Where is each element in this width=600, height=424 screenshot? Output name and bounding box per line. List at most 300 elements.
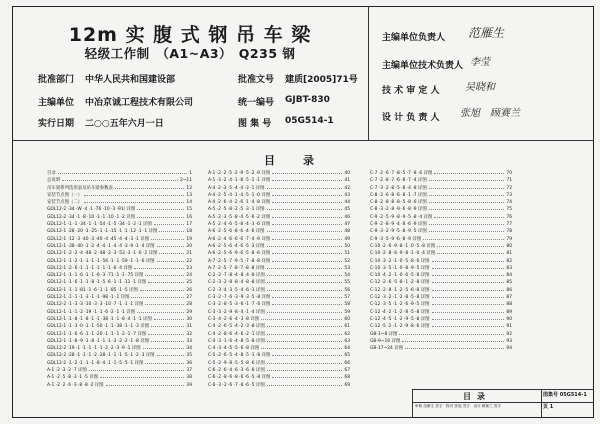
toc-leader-dots: [267, 228, 343, 232]
toc-entry[interactable]: [47, 345, 192, 352]
toc-leader-dots: [100, 374, 184, 378]
toc-entry-title: GDL12-2 ·34 ·1 ·8 ·10 ·1 ·1 ·10 ·1 ·2 详图: [47, 214, 136, 220]
toc-leader-dots: [437, 243, 504, 247]
toc-entry[interactable]: [208, 279, 350, 286]
toc-entry[interactable]: [47, 360, 192, 367]
toc-entry[interactable]: [370, 170, 512, 177]
toc-leader-dots: [267, 338, 343, 342]
toc-entry-page: 35: [186, 353, 192, 359]
toc-entry-title: C-12 ·5 ·2 ·1 ·2 ·9 ·8 ·6 详图: [370, 324, 430, 330]
toc-leader-dots: [429, 199, 505, 203]
toc-entry-page: 46: [344, 214, 350, 220]
toc-entry[interactable]: [208, 367, 350, 374]
title-block-roles: 审核 范雁生 签字 校对 张旭 签字 设计 顾赛兰 签字: [415, 404, 501, 408]
toc-entry-page: 17: [186, 222, 192, 228]
toc-entry-title: A-1 ·3 ·2 ·4 ·1 ·8 ·5 ·1 ·1 详图: [208, 178, 271, 184]
toc-leader-dots: [432, 309, 505, 313]
toc-entry-page: 21: [186, 251, 192, 257]
toc-leader-dots: [267, 243, 343, 247]
toc-entry-page: 18: [186, 229, 192, 235]
toc-entry[interactable]: [370, 199, 512, 206]
toc-entry-page: 54: [344, 273, 350, 279]
toc-entry-title: GDL12-1 ·1 ·6 ·6 ·1 ·1 ·20 ·1 ·1 ·1 ·2 ·1 ·7 详图: [47, 331, 147, 337]
toc-entry-page: 79: [506, 236, 512, 242]
toc-leader-dots: [106, 382, 185, 386]
toc-entry-title: GDL12-1 ·1 ·6 ·1 ·1 ·8 ·1 ·5 ·6 ·1 ·1 ·11 ·1 详图: [47, 280, 147, 286]
toc-leader-dots: [434, 214, 504, 218]
toc-entry[interactable]: [370, 294, 512, 301]
toc-leader-dots: [272, 192, 342, 196]
toc-entry[interactable]: [370, 258, 512, 265]
toc-leader-dots: [432, 272, 505, 276]
toc-entry-page: 65: [344, 353, 350, 359]
toc-leader-dots: [272, 374, 342, 378]
toc-entry-page: 90: [506, 316, 512, 322]
toc-entry-title: A-5 ·2 ·3 ·5 ·8 ·4 ·5 ·6 ·2 详图: [208, 214, 271, 220]
toc-entry-title: GDL12-1 ·1 ·2 ·1 ·1 ·1 ·1 ·56 ·1 ·1 ·59 ·1 ·1 ·6 详图: [47, 258, 155, 264]
toc-entry-page: 42: [344, 185, 350, 191]
toc-entry[interactable]: [208, 345, 350, 352]
toc-entry[interactable]: [208, 236, 350, 243]
toc-entry[interactable]: [370, 331, 512, 338]
toc-entry[interactable]: [208, 170, 350, 177]
toc-leader-dots: [272, 258, 342, 262]
toc-leader-dots: [432, 279, 505, 283]
toc-leader-dots: [159, 228, 184, 232]
toc-entry-page: 40: [344, 171, 350, 176]
toc-entry-title: A-1 ·2 ·5 ·8 ·3 ·1 ·5 详图: [47, 375, 98, 381]
toc-entry[interactable]: [370, 309, 512, 316]
toc-leader-dots: [272, 301, 342, 305]
toc-entry-title: GDL12-1 ·2 ·6 ·1 ·1 ·1 ·1 ·1 ·1 ·6 ·4 详图: [47, 265, 133, 271]
toc-entry[interactable]: [370, 236, 512, 243]
toc-entry-title: 安装节点图（二）: [47, 200, 83, 206]
toc-entry[interactable]: [47, 272, 192, 279]
toc-entry-page: 82: [506, 258, 512, 264]
toc-entry-title: C-12 ·2 ·6 ·5 ·8 ·1 ·2 ·8 详图: [370, 280, 430, 286]
toc-heading: 目录: [264, 154, 342, 167]
toc-entry[interactable]: [370, 243, 512, 250]
toc-leader-dots: [272, 214, 342, 218]
toc-entry[interactable]: [208, 265, 350, 272]
toc-entry[interactable]: [47, 367, 192, 374]
toc-entry-page: 51: [344, 251, 350, 257]
toc-entry-title: A-1 ·2 ·3 ·2 ·7 详图: [47, 368, 87, 374]
toc-leader-dots: [58, 170, 187, 174]
toc-entry[interactable]: [208, 250, 350, 257]
toc-leader-dots: [267, 360, 343, 364]
toc-entry[interactable]: [208, 287, 350, 294]
toc-entry[interactable]: [47, 287, 192, 294]
toc-entry-title: GDL12-2 ·34 ·W ·4 ·1 ·76 ·10 ·3 ·91/ 详图: [47, 207, 136, 213]
toc-entry-title: A-5 ·2 ·5 ·8 ·2 ·5 ·3 ·1 详图: [208, 207, 265, 213]
toc-entry-title: A-6 ·2 ·4 ·6 ·6 ·6 ·7 ·4 ·9 详图: [208, 236, 271, 242]
toc-entry-page: 14: [186, 200, 192, 206]
toc-entry[interactable]: [47, 374, 192, 381]
toc-entry[interactable]: [208, 294, 350, 301]
toc-entry[interactable]: [47, 265, 192, 272]
toc-leader-dots: [272, 294, 342, 298]
responsible-2-signature: 李莹: [470, 57, 490, 68]
toc-entry-page: 19: [186, 236, 192, 242]
toc-entry[interactable]: [47, 382, 192, 389]
toc-entry[interactable]: [47, 199, 192, 206]
toc-entry[interactable]: [370, 214, 512, 221]
toc-entry-title: A-5 ·2 ·4 ·6 ·5 ·8 ·4 ·3 ·6 详图: [208, 222, 271, 228]
toc-entry-page: 93: [506, 338, 512, 344]
toc-entry-page: 94: [506, 346, 512, 352]
toc-entry-page: 55: [344, 280, 350, 286]
impl-date: 二○○五年六月一日: [85, 119, 164, 129]
toc-leader-dots: [272, 170, 342, 174]
toc-entry-page: 69: [344, 382, 350, 388]
toc-entry[interactable]: [370, 323, 512, 330]
toc-entry-title: GDL12-2 ·1 ·2 ·1 ·1 ·1 ·8 ·4 ·1 ·1 ·5 ·5 ·1 详图: [47, 360, 144, 366]
toc-entry-page: 28: [186, 302, 192, 308]
toc-entry[interactable]: [370, 301, 512, 308]
toc-leader-dots: [432, 265, 505, 269]
toc-entry-page: 88: [506, 302, 512, 308]
toc-entry-page: 61: [344, 324, 350, 330]
toc-entry[interactable]: [370, 338, 512, 345]
title-block-atlas-label: 图集号: [543, 392, 559, 398]
toc-entry-title: C-10 ·2 ·6 ·9 ·8 ·1 ·0 ·5 ·8 详图: [370, 243, 436, 249]
toc-leader-dots: [267, 272, 343, 276]
toc-entry[interactable]: [47, 192, 192, 199]
toc-entry-page: 71: [506, 178, 512, 184]
toc-entry-page: 48: [344, 229, 350, 235]
toc-entry-title: GB-17~24 详图: [370, 346, 404, 352]
toc-entry-page: 63: [344, 338, 350, 344]
toc-entry-title: GB-9~16 详图: [370, 338, 401, 344]
toc-leader-dots: [134, 265, 184, 269]
toc-entry[interactable]: [370, 279, 512, 286]
toc-entry-title: GDL12-1 ·1 ·3 ·0 ·1 ·1 ·50 ·1 ·1 ·38 ·1 ·1 ·3 详图: [47, 324, 149, 330]
toc-entry-page: 20: [186, 243, 192, 249]
toc-entry-page: 26: [186, 287, 192, 293]
toc-entry-page: 37: [186, 368, 192, 374]
toc-entry-page: 89: [506, 309, 512, 315]
toc-entry[interactable]: [370, 265, 512, 272]
toc-leader-dots: [89, 367, 185, 371]
toc-entry-page: 25: [186, 280, 192, 286]
toc-leader-dots: [267, 367, 343, 371]
toc-leader-dots: [399, 331, 504, 335]
toc-entry[interactable]: [47, 206, 192, 213]
unified-no: GJBT-830: [285, 95, 330, 105]
toc-entry-page: 43: [344, 192, 350, 198]
toc-entry[interactable]: [208, 258, 350, 265]
toc-entry-page: 41: [344, 178, 350, 184]
toc-entry-title: C-9 ·3 ·5 ·9 ·6 ·8 ·9 详图: [370, 236, 422, 242]
header-divider-vertical: [368, 6, 369, 140]
toc-leader-dots: [272, 250, 342, 254]
toc-entry[interactable]: [208, 185, 350, 192]
toc-entry-page: 32: [186, 331, 192, 337]
toc-leader-dots: [267, 323, 343, 327]
responsible-3-signature: 吴晓和: [465, 82, 495, 93]
toc-entry[interactable]: [370, 287, 512, 294]
toc-entry[interactable]: [208, 228, 350, 235]
title-block-title: 目录: [463, 392, 491, 401]
toc-column-2: [208, 170, 350, 389]
toc-entry-title: A-1 ·2 ·2 ·6 ·3 ·8 ·8 ·2 详图: [47, 382, 104, 388]
toc-entry[interactable]: [370, 185, 512, 192]
toc-entry[interactable]: [47, 258, 192, 265]
toc-leader-dots: [140, 287, 185, 291]
toc-entry[interactable]: [208, 272, 350, 279]
toc-entry-page: 24: [186, 273, 192, 279]
toc-leader-dots: [84, 199, 184, 203]
toc-entry-title: C-4 ·2 ·8 ·6 ·4 ·6 ·2 ·1 详图: [208, 331, 265, 337]
toc-entry[interactable]: [47, 250, 192, 257]
toc-entry-title: C-7 ·2 ·6 ·7 ·8 ·5 ·7 ·8 ·6 详图: [370, 171, 433, 176]
toc-entry[interactable]: [47, 323, 192, 330]
toc-entry-title: C-8 ·2 ·6 ·8 ·6 ·8 ·1 ·7 详图: [370, 192, 427, 198]
toc-entry[interactable]: [47, 331, 192, 338]
toc-entry[interactable]: [47, 243, 192, 250]
toc-leader-dots: [267, 206, 343, 210]
toc-entry[interactable]: [47, 279, 192, 286]
toc-leader-dots: [267, 279, 343, 283]
toc-leader-dots: [148, 331, 184, 335]
toc-leader-dots: [434, 170, 504, 174]
toc-entry[interactable]: [208, 382, 350, 389]
toc-leader-dots: [429, 192, 505, 196]
editor-unit: 中冶京诚工程技术有限公司: [85, 98, 194, 108]
toc-entry-title: GB-1~8 详图: [370, 331, 398, 337]
toc-entry-title: C-6 ·2 ·8 ·6 ·8 ·6 ·6 ·5 ·8 详图: [208, 375, 271, 381]
toc-entry-page: 15: [186, 207, 192, 213]
toc-entry-title: 总说明: [47, 178, 61, 184]
toc-entry-title: C-9 ·2 ·8 ·9 ·4 ·8 ·6 ·9 详图: [370, 222, 427, 228]
toc-entry-page: 53: [344, 265, 350, 271]
toc-leader-dots: [115, 185, 185, 189]
toc-leader-dots: [137, 309, 184, 313]
toc-entry-page: 27: [186, 295, 192, 301]
toc-entry[interactable]: [208, 192, 350, 199]
toc-leader-dots: [272, 199, 342, 203]
toc-entry-page: 91: [506, 324, 512, 330]
toc-entry-page: 80: [506, 243, 512, 249]
toc-entry-title: C-6 ·3 ·2 ·6 ·7 ·8 ·6 ·5 详图: [208, 382, 265, 388]
toc-entry[interactable]: [47, 236, 192, 243]
toc-entry[interactable]: [208, 331, 350, 338]
toc-entry-page: 64: [344, 346, 350, 352]
toc-entry[interactable]: [370, 177, 512, 184]
unified-no-label: 统一编号: [238, 98, 275, 108]
toc-entry[interactable]: [370, 228, 512, 235]
toc-leader-dots: [402, 338, 504, 342]
toc-leader-dots: [272, 352, 342, 356]
toc-entry-title: C-8 ·3 ·2 ·8 ·9 ·6 ·8 ·9 详图: [370, 207, 427, 213]
toc-entry-page: 85: [506, 280, 512, 286]
toc-entry-page: 49: [344, 236, 350, 242]
header-divider-horizontal: [12, 140, 594, 141]
toc-entry-page: 31: [186, 324, 192, 330]
toc-entry[interactable]: [208, 206, 350, 213]
toc-entry-page: 67: [344, 368, 350, 374]
toc-leader-dots: [429, 228, 505, 232]
toc-entry-page: 78: [506, 229, 512, 235]
toc-entry-title: GDL12-1 ·1 ·1 ·2 ·19 ·1 ·1 ·6 ·2 ·1 ·1 详图: [47, 309, 136, 315]
approve-no-label: 批准文号: [238, 75, 275, 85]
toc-entry-title: GDL12-2 ·1 ·3 ·3 ·10 ·3 ·3 ·10 ·7 ·1 ·1 ·1 详图: [47, 302, 144, 308]
toc-entry-title: C-12 ·3 ·2 ·1 ·2 ·8 ·5 ·8 详图: [370, 295, 430, 301]
toc-leader-dots: [267, 331, 343, 335]
toc-entry[interactable]: [47, 352, 192, 359]
toc-entry-title: A-6 ·2 ·5 ·6 ·9 ·6 ·5 ·8 ·6 详图: [208, 251, 271, 257]
toc-leader-dots: [267, 382, 343, 386]
toc-leader-dots: [157, 352, 185, 356]
toc-leader-dots: [157, 258, 185, 262]
toc-entry[interactable]: [370, 221, 512, 228]
toc-entry-title: A-6 ·2 ·5 ·6 ·4 ·6 ·5 ·3 详图: [208, 243, 265, 249]
toc-leader-dots: [272, 177, 342, 181]
title-block-atlas-no: 05G514-1: [559, 392, 587, 398]
toc-entry-page: 60: [344, 316, 350, 322]
toc-entry-title: A-6 ·2 ·5 ·6 ·8 ·6 ·4 ·6 详图: [208, 229, 265, 235]
toc-entry-page: 30: [186, 316, 192, 322]
toc-entry[interactable]: [208, 199, 350, 206]
toc-column-1: [47, 170, 192, 389]
toc-leader-dots: [432, 301, 505, 305]
toc-leader-dots: [157, 243, 185, 247]
toc-entry[interactable]: [370, 272, 512, 279]
toc-entry-title: GDL12-1 ·12 ·3 ·40 ·3 ·40 ·4 ·45 ·4 ·4 ·3 ·1 详图: [47, 236, 149, 242]
toc-entry[interactable]: [208, 221, 350, 228]
toc-entry-page: 29: [186, 309, 192, 315]
toc-entry-page: 22: [186, 258, 192, 264]
toc-entry-page: 77: [506, 222, 512, 228]
responsible-1-signature: 范雁生: [468, 26, 505, 40]
toc-entry[interactable]: [47, 177, 192, 184]
impl-date-label: 实行日期: [38, 119, 75, 129]
toc-entry[interactable]: [47, 316, 192, 323]
toc-entry-title: C-2 ·2 ·7 ·8 ·4 ·8 ·4 ·8 详图: [208, 273, 265, 279]
toc-entry[interactable]: [208, 309, 350, 316]
toc-entry-title: C-4 ·2 ·6 ·5 ·4 ·2 ·3 ·8 详图: [208, 324, 265, 330]
toc-entry[interactable]: [208, 243, 350, 250]
atlas-no: 05G514-1: [285, 116, 334, 126]
responsible-1-label: 主编单位负责人: [382, 33, 446, 43]
toc-leader-dots: [267, 185, 343, 189]
toc-leader-dots: [429, 221, 505, 225]
toc-leader-dots: [137, 214, 184, 218]
toc-leader-dots: [145, 360, 184, 364]
toc-entry[interactable]: [208, 177, 350, 184]
toc-entry[interactable]: [208, 352, 350, 359]
toc-entry-title: A-4 ·2 ·3 ·5 ·4 ·4 ·3 ·1 详图: [208, 185, 265, 191]
toc-leader-dots: [261, 345, 342, 349]
title-block-atlas: [543, 391, 587, 398]
toc-entry[interactable]: [47, 294, 192, 301]
toc-entry[interactable]: [208, 316, 350, 323]
toc-entry-title: C-7 ·3 ·2 ·8 ·5 ·8 ·4 ·8 详图: [370, 185, 427, 191]
toc-entry-title: C-3 ·3 ·2 ·9 ·8 ·4 ·1 ·4 详图: [208, 309, 265, 315]
toc-entry[interactable]: [47, 221, 192, 228]
toc-entry-title: GDL12-2 ·28 ·1 ·1 ·1 ·2 ·28 ·1 ·1 ·1 ·5 ·1 ·2 ·3 详图: [47, 353, 155, 359]
toc-entry[interactable]: [208, 323, 350, 330]
toc-entry-page: 74: [506, 200, 512, 206]
toc-entry[interactable]: [47, 170, 192, 177]
toc-entry-title: C-12 ·4 ·5 ·1 ·2 ·9 ·5 ·8 详图: [370, 316, 430, 322]
toc-leader-dots: [62, 177, 178, 181]
toc-entry[interactable]: [208, 301, 350, 308]
toc-entry-title: C-3 ·4 ·2 ·6 ·4 ·3 ·8 详图: [208, 316, 260, 322]
toc-entry-title: GDL12-1 ·38 ·40 ·1 ·2 ·4 ·4 ·1 ·4 ·4 ·3 ·9 ·1 ·4 详图: [47, 243, 155, 249]
toc-entry-title: C-12 ·4 ·2 ·1 ·2 ·8 ·5 ·8 详图: [370, 309, 430, 315]
toc-entry-page: 50: [344, 243, 350, 249]
toc-entry[interactable]: [370, 192, 512, 199]
toc-entry[interactable]: [47, 214, 192, 221]
toc-leader-dots: [429, 185, 505, 189]
toc-leader-dots: [151, 338, 184, 342]
toc-leader-dots: [145, 272, 184, 276]
toc-entry-page: 34: [186, 346, 192, 352]
toc-entry-title: GDL12-1 ·1 ·1 ·81 ·1 ·6 ·1 ·1 ·85 ·1 ·5 详图: [47, 287, 138, 293]
toc-leader-dots: [437, 250, 504, 254]
toc-entry-title: A-7 ·2 ·5 ·7 ·8 ·7 ·8 ·8 详图: [208, 265, 265, 271]
toc-entry[interactable]: [47, 309, 192, 316]
toc-entry-title: C-10 ·3 ·5 ·1 ·0 ·8 ·9 ·5 详图: [370, 265, 430, 271]
toc-entry[interactable]: [370, 250, 512, 257]
toc-entry[interactable]: [208, 374, 350, 381]
toc-leader-dots: [159, 250, 184, 254]
toc-entry[interactable]: [47, 228, 192, 235]
toc-entry-title: C-2 ·3 ·2 ·8 ·8 ·4 ·8 ·8 详图: [208, 280, 265, 286]
responsible-4-label: 设 计 负 责 人: [382, 113, 440, 123]
toc-entry-title: C-7 ·2 ·8 ·7 ·6 ·8 ·7 ·4 详图: [370, 178, 427, 184]
toc-entry[interactable]: [370, 206, 512, 213]
toc-entry-title: A-4 ·2 ·6 ·4 ·2 ·6 ·1 ·4 ·8 详图: [208, 200, 271, 206]
toc-entry[interactable]: [47, 301, 192, 308]
toc-leader-dots: [432, 258, 505, 262]
toc-entry-page: 81: [506, 251, 512, 257]
toc-entry-page: 68: [344, 375, 350, 381]
toc-leader-dots: [151, 236, 184, 240]
toc-entry[interactable]: [47, 338, 192, 345]
toc-leader-dots: [154, 316, 185, 320]
toc-entry[interactable]: [208, 214, 350, 221]
toc-entry-page: 87: [506, 295, 512, 301]
toc-entry[interactable]: [47, 185, 192, 192]
responsible-3-label: 技 术 审 定 人: [382, 86, 440, 96]
toc-entry-page: 38: [186, 375, 192, 381]
title-block-page: [543, 403, 553, 410]
toc-entry-page: 23: [186, 265, 192, 271]
toc-entry[interactable]: [208, 338, 350, 345]
toc-entry-page: 57: [344, 295, 350, 301]
toc-entry-page: 62: [344, 331, 350, 337]
toc-entry[interactable]: [370, 345, 512, 352]
toc-leader-dots: [432, 287, 505, 291]
toc-entry-page: 58: [344, 302, 350, 308]
toc-entry-title: C-3 ·2 ·7 ·6 ·3 ·9 ·3 ·5 ·8 详图: [208, 295, 271, 301]
toc-entry-page: 70: [506, 171, 512, 176]
toc-entry[interactable]: [208, 360, 350, 367]
toc-entry[interactable]: [370, 316, 512, 323]
toc-entry-title: GDL12-1 ·1 ·1 ·34 ·1 ·1 ·54 ·1 ·5 ·34 ·1 ·2 ·1 详图: [47, 222, 152, 228]
toc-entry-title: C-9 ·3 ·2 ·9 ·5 ·8 ·9 ·5 详图: [370, 229, 427, 235]
toc-entry-page: 16: [186, 214, 192, 220]
approve-dept: 中华人民共和国建设部: [85, 75, 176, 85]
toc-entry-page: 45: [344, 207, 350, 213]
toc-entry-page: 33: [186, 338, 192, 344]
toc-entry-title: C-6 ·2 ·6 ·4 ·6 ·3 ·6 ·8 详图: [208, 368, 265, 374]
toc-entry-title: 目录: [47, 171, 56, 176]
toc-entry-page: 92: [506, 331, 512, 337]
